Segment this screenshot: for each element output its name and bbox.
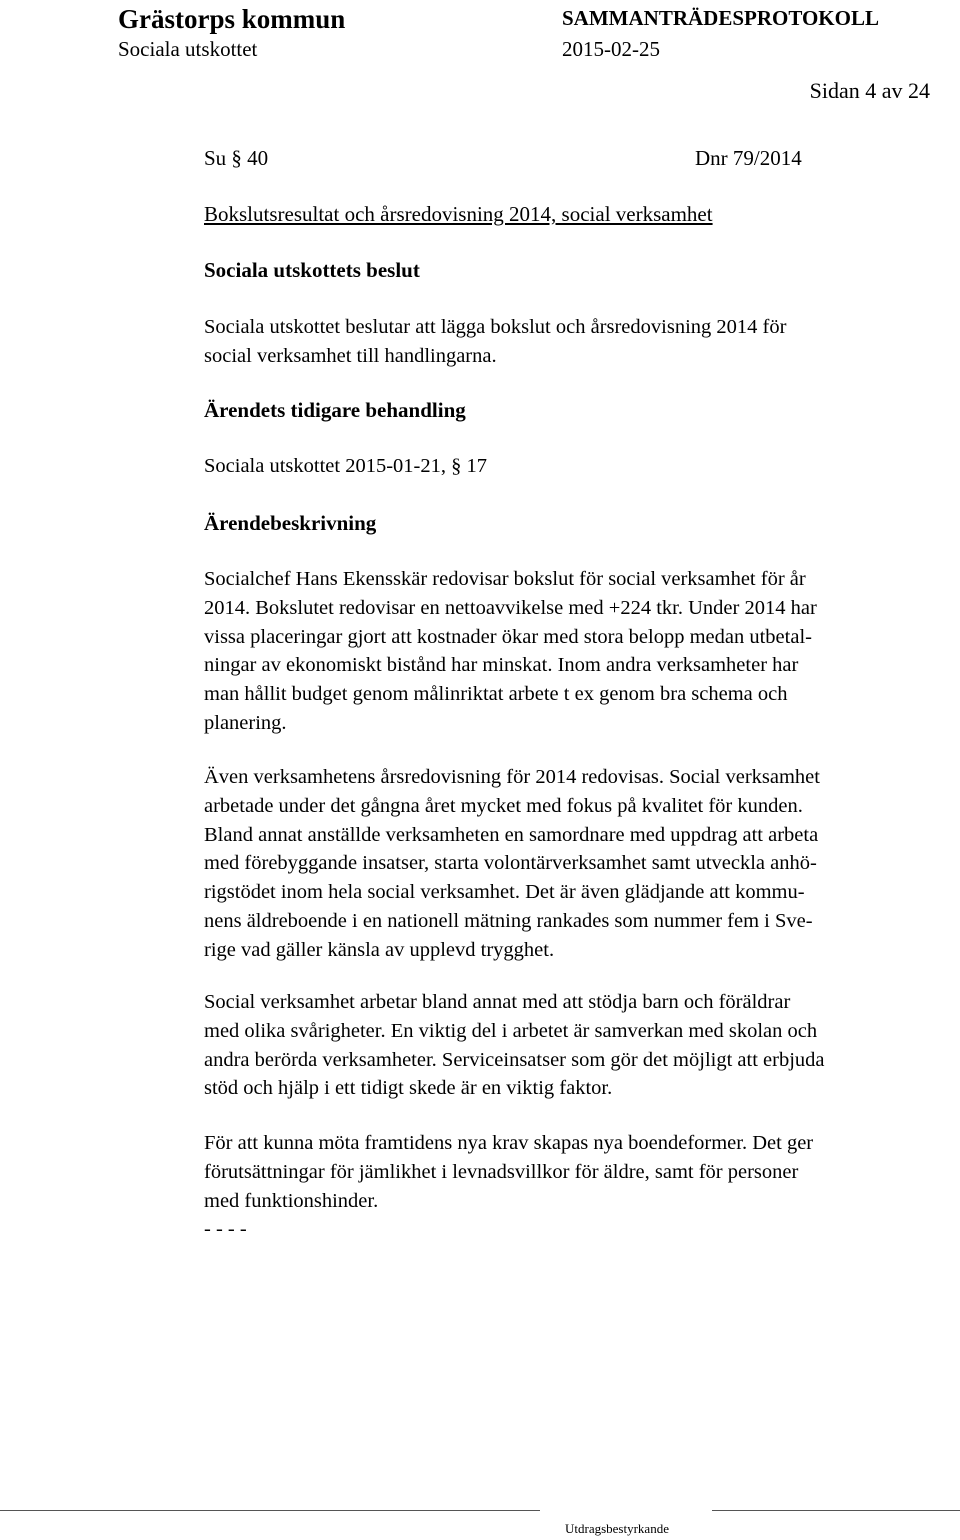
- text-line: Även verksamhetens årsredovisning för 2014 redovisas. Social verksamhet: [204, 766, 820, 788]
- decision-heading: Sociala utskottets beslut: [204, 258, 420, 282]
- text-line: man hållit budget genom målinriktat arbete t ex genom bra schema och: [204, 683, 788, 706]
- page-number: Sidan 4 av 24: [809, 78, 930, 103]
- document-type: SAMMANTRÄDESPROTOKOLL: [562, 6, 879, 30]
- footer-rule-left: [0, 1510, 540, 1511]
- text-line: förutsättningar för jämlikhet i levnadsvillkor för äldre, samt för personer: [204, 1160, 799, 1183]
- decision-line: Sociala utskottet beslutar att lägga bokslut och årsredovisning 2014 för: [204, 316, 787, 338]
- description-heading: Ärendebeskrivning: [204, 511, 377, 535]
- footer-rule-right: [712, 1510, 960, 1511]
- text-line: vissa placeringar gjort att kostnader ökar med stora belopp medan utbetal-: [204, 625, 812, 648]
- end-mark: - - - -: [204, 1218, 247, 1241]
- text-line: med förebyggande insatser, starta volontärverksamhet samt utveckla anhö-: [204, 852, 817, 875]
- text-line: Socialchef Hans Ekensskär redovisar bokslut för social verksamhet för år: [204, 568, 806, 590]
- text-line: rigstödet inom hela social verksamhet. Det är även glädjande att kommu-: [204, 881, 805, 904]
- text-line: ningar av ekonomiskt bistånd har minskat. Inom andra verksamheter har: [204, 654, 799, 677]
- paragraph-number: Su § 40: [204, 146, 269, 170]
- text-line: planering.: [204, 711, 287, 734]
- text-line: andra berörda verksamheter. Serviceinsatser som gör det möjligt att erbjuda: [204, 1048, 825, 1071]
- earlier-handling-text: Sociala utskottet 2015-01-21, § 17: [204, 455, 487, 477]
- decision-line: social verksamhet till handlingarna.: [204, 344, 497, 367]
- text-line: nens äldreboende i en nationell mätning rankades som nummer fem i Sve-: [204, 909, 813, 932]
- text-line: För att kunna möta framtidens nya krav skapas nya boendeformer. Det ger: [204, 1132, 814, 1154]
- text-line: rige vad gäller känsla av upplevd trygghet.: [204, 938, 555, 961]
- text-line: med funktionshinder.: [204, 1189, 379, 1212]
- text-line: stöd och hjälp i ett tidigt skede är en viktig faktor.: [204, 1077, 613, 1100]
- description-paragraph-2: [204, 763, 938, 965]
- text-line: med olika svårigheter. En viktig del i arbetet är samverkan med skolan och: [204, 1019, 818, 1042]
- municipality-name: Grästorps kommun: [118, 4, 346, 34]
- diary-number: Dnr 79/2014: [695, 146, 802, 170]
- description-paragraph-3: [204, 988, 938, 1103]
- earlier-handling-heading: Ärendets tidigare behandling: [204, 398, 466, 422]
- text-line: 2014. Bokslutet redovisar en nettoavvikelse med +224 tkr. Under 2014 har: [204, 596, 817, 619]
- meeting-date: 2015-02-25: [562, 37, 660, 61]
- text-line: Bland annat anställde verksamheten en samordnare med uppdrag att arbeta: [204, 823, 819, 846]
- committee-name: Sociala utskottet: [118, 37, 258, 61]
- decision-text: [204, 313, 938, 371]
- text-line: arbetade under det gångna året mycket med fokus på kvalitet för kunden.: [204, 794, 803, 817]
- description-paragraph-4: [204, 1129, 938, 1244]
- text-line: Social verksamhet arbetar bland annat med att stödja barn och föräldrar: [204, 991, 791, 1013]
- description-paragraph-1: [204, 565, 938, 738]
- case-title: Bokslutsresultat och årsredovisning 2014, social verksamhet: [204, 202, 713, 226]
- footer-label: Utdragsbestyrkande: [565, 1521, 669, 1536]
